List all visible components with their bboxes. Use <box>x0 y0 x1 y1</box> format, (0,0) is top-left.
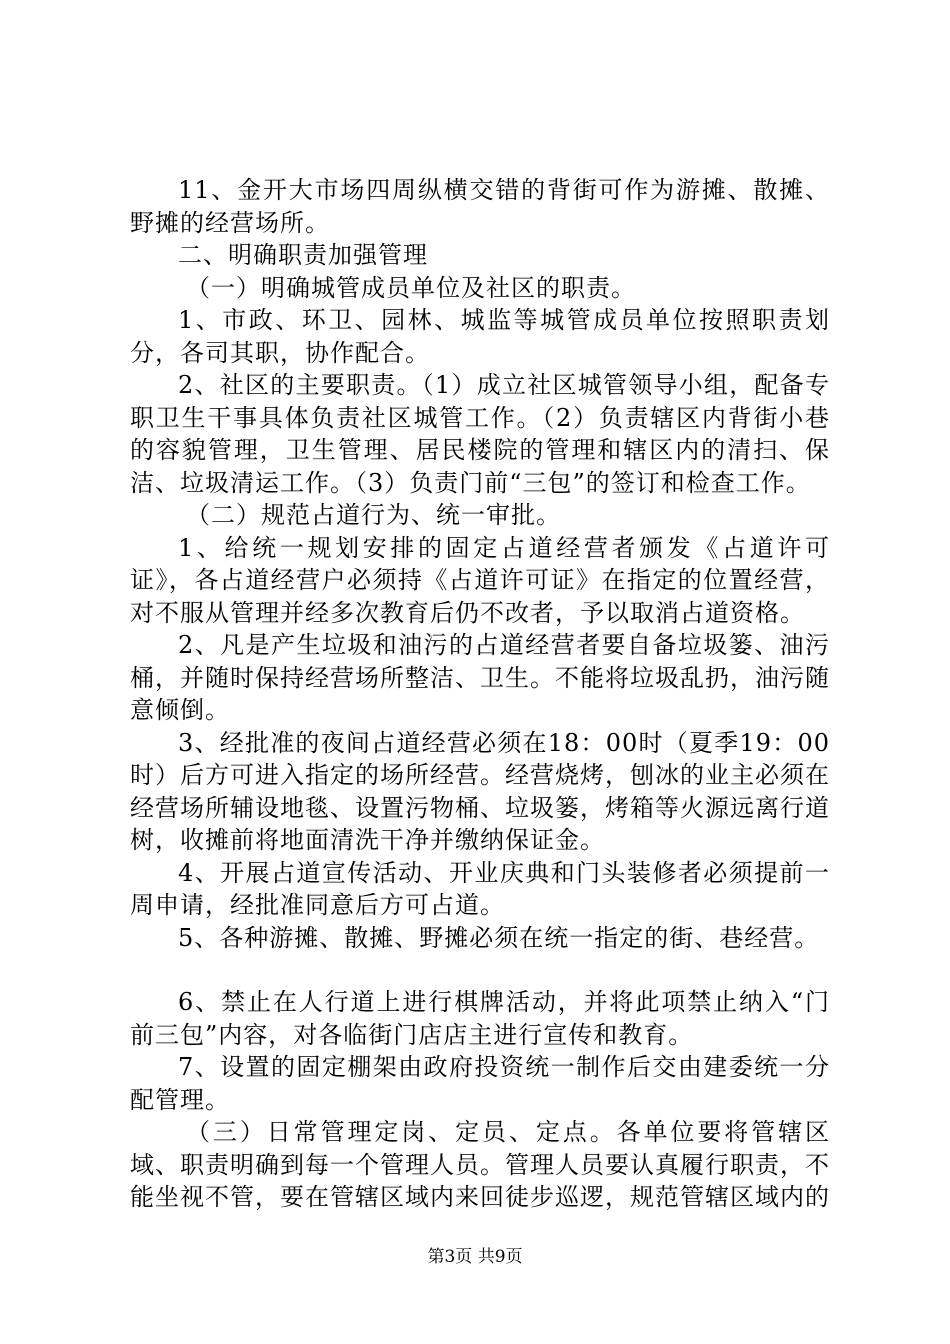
subsection-heading-1: （一）明确城管成员单位及社区的职责。 <box>186 273 636 302</box>
paragraph-item-11: 11、金开大市场四周纵横交错的背街可作为游摊、散摊、野摊的经营场所。 <box>130 176 830 237</box>
paragraph-item: 7、设置的固定棚架由政府投资统一制作后交由建委统一分配管理。 <box>130 1053 830 1114</box>
paragraph-item: 4、开展占道宣传活动、开业庆典和门头装修者必须提前一周申请，经批准同意后方可占道。 <box>130 858 830 919</box>
document-body <box>130 174 830 1214</box>
section-heading-2: 二、明确职责加强管理 <box>178 241 428 269</box>
subsection-heading-2: （二）规范占道行为、统一审批。 <box>186 501 561 529</box>
subsection-paragraph-3: （三）日常管理定岗、定员、定点。各单位要将管辖区域、职责明确到每一个管理人员。管理人员要认真履行职责，不能坐视不管，要在管辖区域内来回徒步巡逻，规范管辖区域内的 <box>130 1118 830 1211</box>
paragraph-item: 1、市政、环卫、园林、城监等城管成员单位按照职责划分，各司其职，协作配合。 <box>130 306 830 367</box>
paragraph-spacer <box>130 954 830 986</box>
paragraph-item: 3、经批准的夜间占道经营必须在18：00时（夏季19：00时）后方可进入指定的场所经营。经营烧烤，刨冰的业主必须在经营场所辅设地毯、设置污物桶、垃圾篓，烤箱等火源远离行道树，收摊前将地面清洗干净并缴纳保证金。 <box>130 728 830 854</box>
page-footer: 第3页 共9页 <box>427 1247 523 1267</box>
paragraph-item: 5、各种游摊、散摊、野摊必须在统一指定的街、巷经营。 <box>178 923 820 952</box>
paragraph-item: 2、社区的主要职责。（1）成立社区城管领导小组，配备专职卫生干事具体负责社区城管工作。（2）负责辖区内背街小巷的容貌管理，卫生管理、居民楼院的管理和辖区内的清扫、保洁、垃圾清运工作。（3）负责门前“三包”的签订和检查工作。 <box>130 371 830 497</box>
paragraph-item: 1、给统一规划安排的固定占道经营者颁发《占道许可证》，各占道经营户必须持《占道许可证》在指定的位置经营，对不服从管理并经多次教育后仍不改者，予以取消占道资格。 <box>130 533 830 627</box>
paragraph-item: 6、禁止在人行道上进行棋牌活动，并将此项禁止纳入“门前三包”内容，对各临街门店店主进行宣传和教育。 <box>130 988 830 1049</box>
paragraph-item: 2、凡是产生垃圾和油污的占道经营者要自备垃圾篓、油污桶，并随时保持经营场所整洁、卫生。不能将垃圾乱扔，油污随意倾倒。 <box>130 631 830 724</box>
